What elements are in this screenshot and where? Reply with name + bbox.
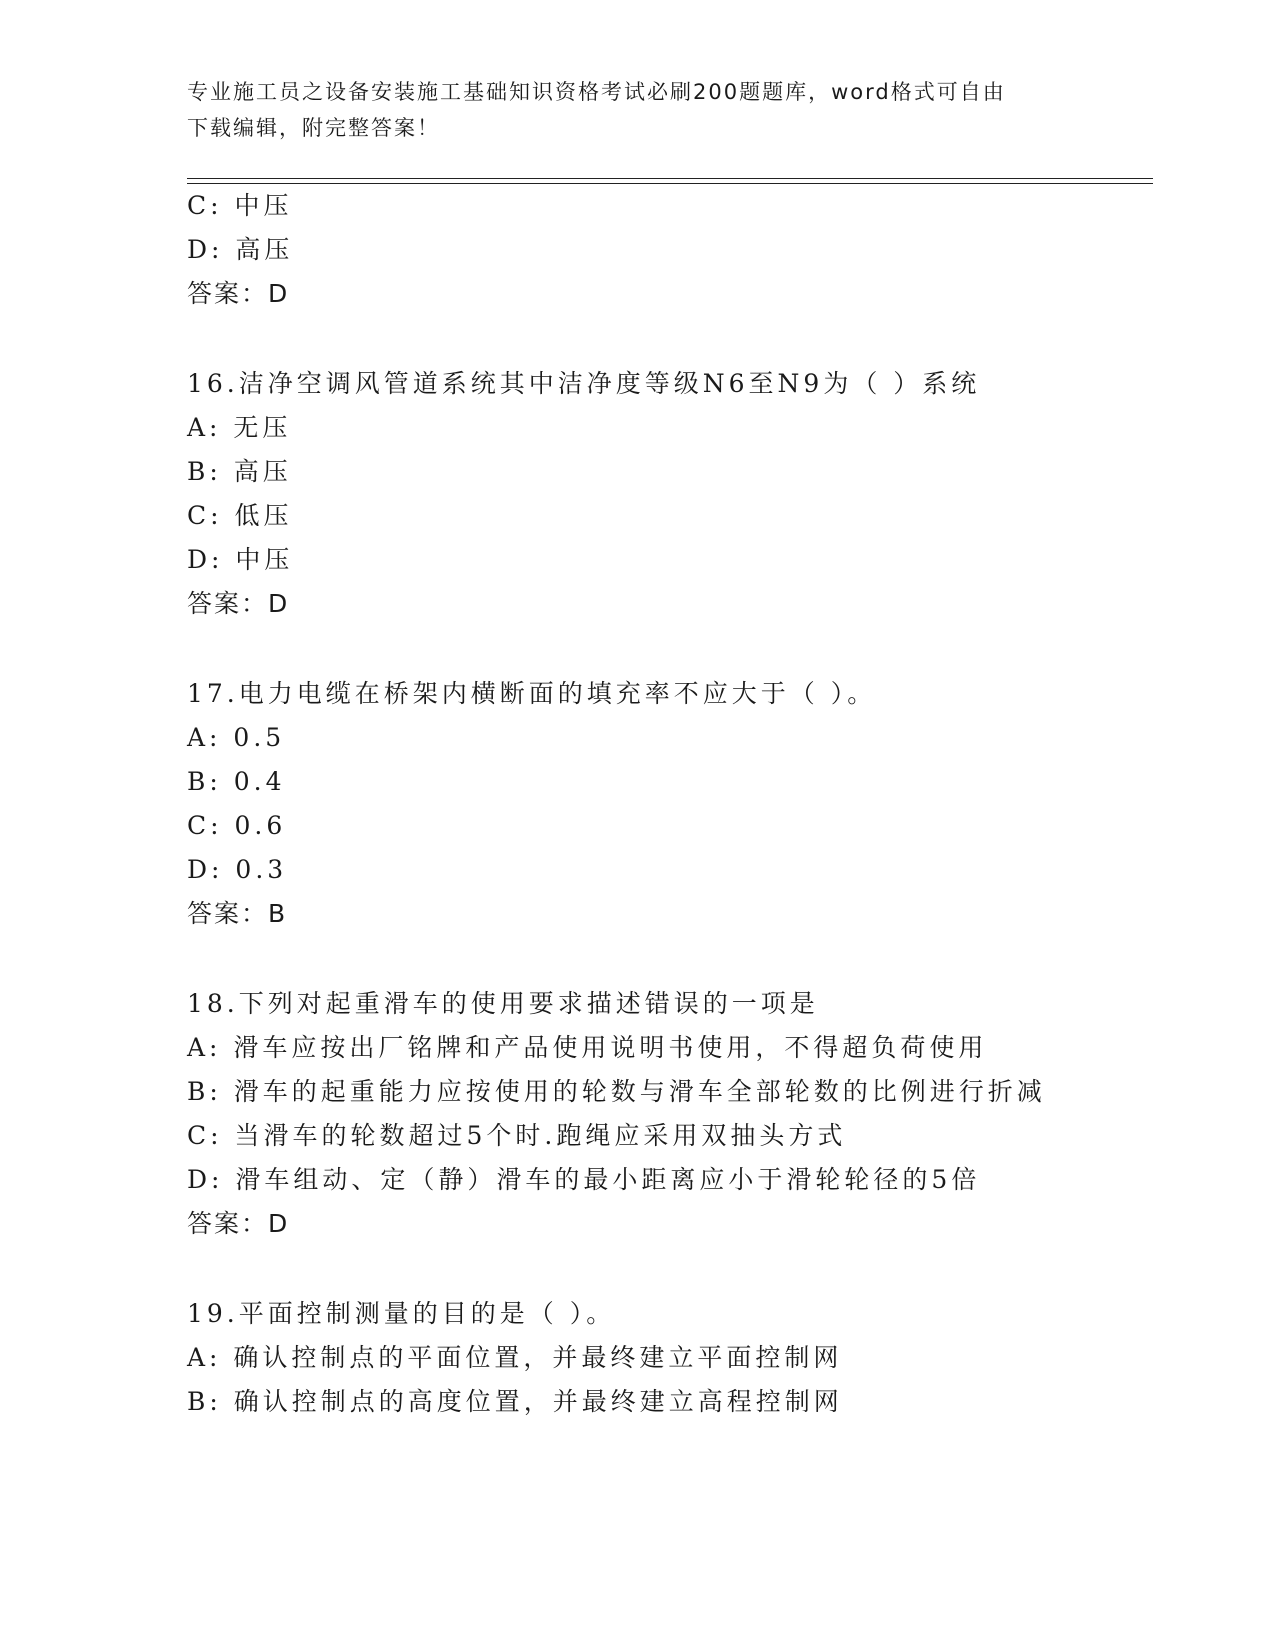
option-d: D: 中压 — [187, 545, 294, 574]
answer-16: 答案：D — [187, 589, 290, 618]
header-rule-bottom — [187, 183, 1153, 184]
document-header — [187, 74, 1067, 146]
question-19: 19.平面控制测量的目的是（ ）。 — [187, 1299, 616, 1328]
option-c: C: 低压 — [187, 501, 293, 530]
header-line-2: 下载编辑，附完整答案！ — [187, 116, 440, 140]
answer-15: 答案：D — [187, 279, 290, 308]
answer-18: 答案：D — [187, 1209, 290, 1238]
option-c: C: 当滑车的轮数超过5个时.跑绳应采用双抽头方式 — [187, 1121, 847, 1150]
option-d: D: 滑车组动、定（静）滑车的最小距离应小于滑轮轮径的5倍 — [187, 1165, 981, 1194]
question-16: 16.洁净空调风管道系统其中洁净度等级N6至N9为（ ）系统 — [187, 369, 981, 398]
question-18: 18.下列对起重滑车的使用要求描述错误的一项是 — [187, 989, 819, 1018]
option-a: A: 0.5 — [187, 723, 286, 752]
option-d: D: 0.3 — [187, 855, 288, 884]
option-a: A: 无压 — [187, 413, 292, 442]
option-a: A: 滑车应按出厂铭牌和产品使用说明书使用，不得超负荷使用 — [187, 1033, 988, 1062]
option-b: B: 高压 — [187, 457, 292, 486]
option-c: C: 0.6 — [187, 811, 287, 840]
option-d: D: 高压 — [187, 235, 294, 264]
header-rule-top — [187, 178, 1153, 179]
header-line-1: 专业施工员之设备安装施工基础知识资格考试必刷200题题库，word格式可自由 — [187, 80, 1006, 104]
option-b: B: 0.4 — [187, 767, 286, 796]
option-a: A: 确认控制点的平面位置，并最终建立平面控制网 — [187, 1343, 843, 1372]
option-b: B: 确认控制点的高度位置，并最终建立高程控制网 — [187, 1387, 843, 1416]
option-c: C: 中压 — [187, 191, 293, 220]
answer-17: 答案：B — [187, 899, 288, 928]
question-17: 17.电力电缆在桥架内横断面的填充率不应大于（ ）。 — [187, 679, 877, 708]
option-b: B: 滑车的起重能力应按使用的轮数与滑车全部轮数的比例进行折减 — [187, 1077, 1046, 1106]
